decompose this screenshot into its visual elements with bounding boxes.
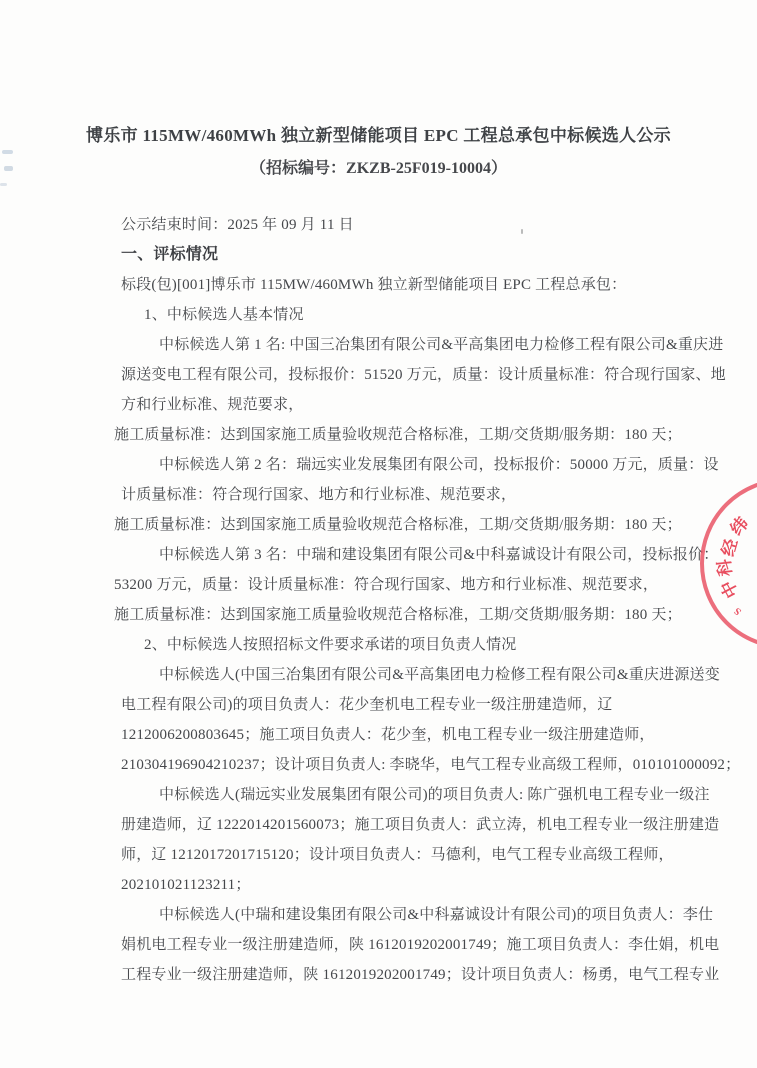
seal-character: 经 bbox=[718, 536, 742, 559]
scan-artifact bbox=[0, 183, 7, 186]
text-line: 1212006200803645；施工项目负责人：花少奎，机电工程专业一级注册建造师， bbox=[121, 727, 655, 743]
text-line: 中标候选人(中国三冶集团有限公司&平高集团电力检修工程有限公司&重庆进源送变 bbox=[159, 667, 720, 683]
text-line: 方和行业标准、规范要求， bbox=[121, 397, 304, 413]
text-line: 中标候选人第 1 名: 中国三冶集团有限公司&平高集团电力检修工程有限公司&重庆进 bbox=[159, 337, 724, 353]
text-line: 中标候选人(瑞远实业发展集团有限公司)的项目负责人: 陈广强机电工程专业一级注 bbox=[159, 787, 710, 803]
text-line: 施工质量标准：达到国家施工质量验收规范合格标准，工期/交货期/服务期：180 天； bbox=[114, 517, 682, 533]
seal-character: 中 bbox=[717, 577, 743, 602]
text-line: 施工质量标准：达到国家施工质量验收规范合格标准，工期/交货期/服务期：180 天； bbox=[114, 607, 682, 623]
text-line: 202101021123211； bbox=[121, 877, 251, 893]
scan-artifact bbox=[4, 166, 13, 171]
text-line: 源送变电工程有限公司，投标报价：51520 万元，质量：设计质量标准：符合现行国家、地 bbox=[121, 367, 726, 383]
text-line: 施工质量标准：达到国家施工质量验收规范合格标准，工期/交货期/服务期：180 天； bbox=[114, 427, 682, 443]
text-line: 2、中标候选人按照招标文件要求承诺的项目负责人情况 bbox=[144, 637, 517, 653]
text-line: 中标候选人(中瑞和建设集团有限公司&中科嘉诚设计有限公司)的项目负责人：李仕 bbox=[159, 907, 714, 923]
text-line: 公示结束时间：2025 年 09 月 11 日 bbox=[121, 217, 354, 233]
text-line: 册建造师，辽 1222014201560073；施工项目负责人：武立涛，机电工程专业一级注册建造 bbox=[121, 817, 720, 833]
document-header bbox=[0, 119, 757, 185]
text-line: 计质量标准：符合现行国家、地方和行业标准、规范要求， bbox=[121, 487, 517, 503]
text-line: 工程专业一级注册建造师，陕 1612019202001749；设计项目负责人：杨勇，电气工程专业 bbox=[121, 967, 720, 983]
seal-character: 纬 bbox=[726, 513, 753, 539]
text-line: 210304196904210237；设计项目负责人: 李晓华，电气工程专业高级工程师，010101000092； bbox=[121, 757, 741, 773]
seal-character: S bbox=[732, 604, 744, 618]
official-seal-stamp bbox=[700, 478, 757, 650]
text-line: 中标候选人第 3 名：中瑞和建设集团有限公司&中科嘉诚设计有限公司，投标报价： bbox=[159, 547, 719, 563]
text-line: 娟机电工程专业一级注册建造师，陕 1612019202001749；施工项目负责人：李仕娟，机电 bbox=[121, 937, 720, 953]
scan-artifact bbox=[521, 229, 523, 234]
document-body bbox=[114, 210, 741, 990]
text-line: 53200 万元，质量：设计质量标准：符合现行国家、地方和行业标准、规范要求， bbox=[114, 577, 659, 593]
text-line: 电工程有限公司)的项目负责人：花少奎机电工程专业一级注册建造师，辽 bbox=[121, 697, 613, 713]
page-title: 博乐市 115MW/460MWh 独立新型储能项目 EPC 工程总承包中标候选人公示 bbox=[86, 126, 671, 145]
text-line: 1、中标候选人基本情况 bbox=[144, 307, 304, 323]
seal-character: 科 bbox=[714, 558, 736, 578]
text-line: 中标候选人第 2 名：瑞远实业发展集团有限公司，投标报价：50000 万元，质量：设 bbox=[159, 457, 719, 473]
bid-number: （招标编号：ZKZB-25F019-10004） bbox=[250, 160, 507, 177]
text-line: 标段(包)[001]博乐市 115MW/460MWh 独立新型储能项目 EPC 工程总承包： bbox=[121, 277, 627, 293]
scan-artifact bbox=[2, 150, 13, 154]
text-line: 师，辽 1212017201715120；设计项目负责人：马德利，电气工程专业高级工程师， bbox=[121, 847, 674, 863]
text-line: 一、评标情况 bbox=[121, 246, 219, 263]
